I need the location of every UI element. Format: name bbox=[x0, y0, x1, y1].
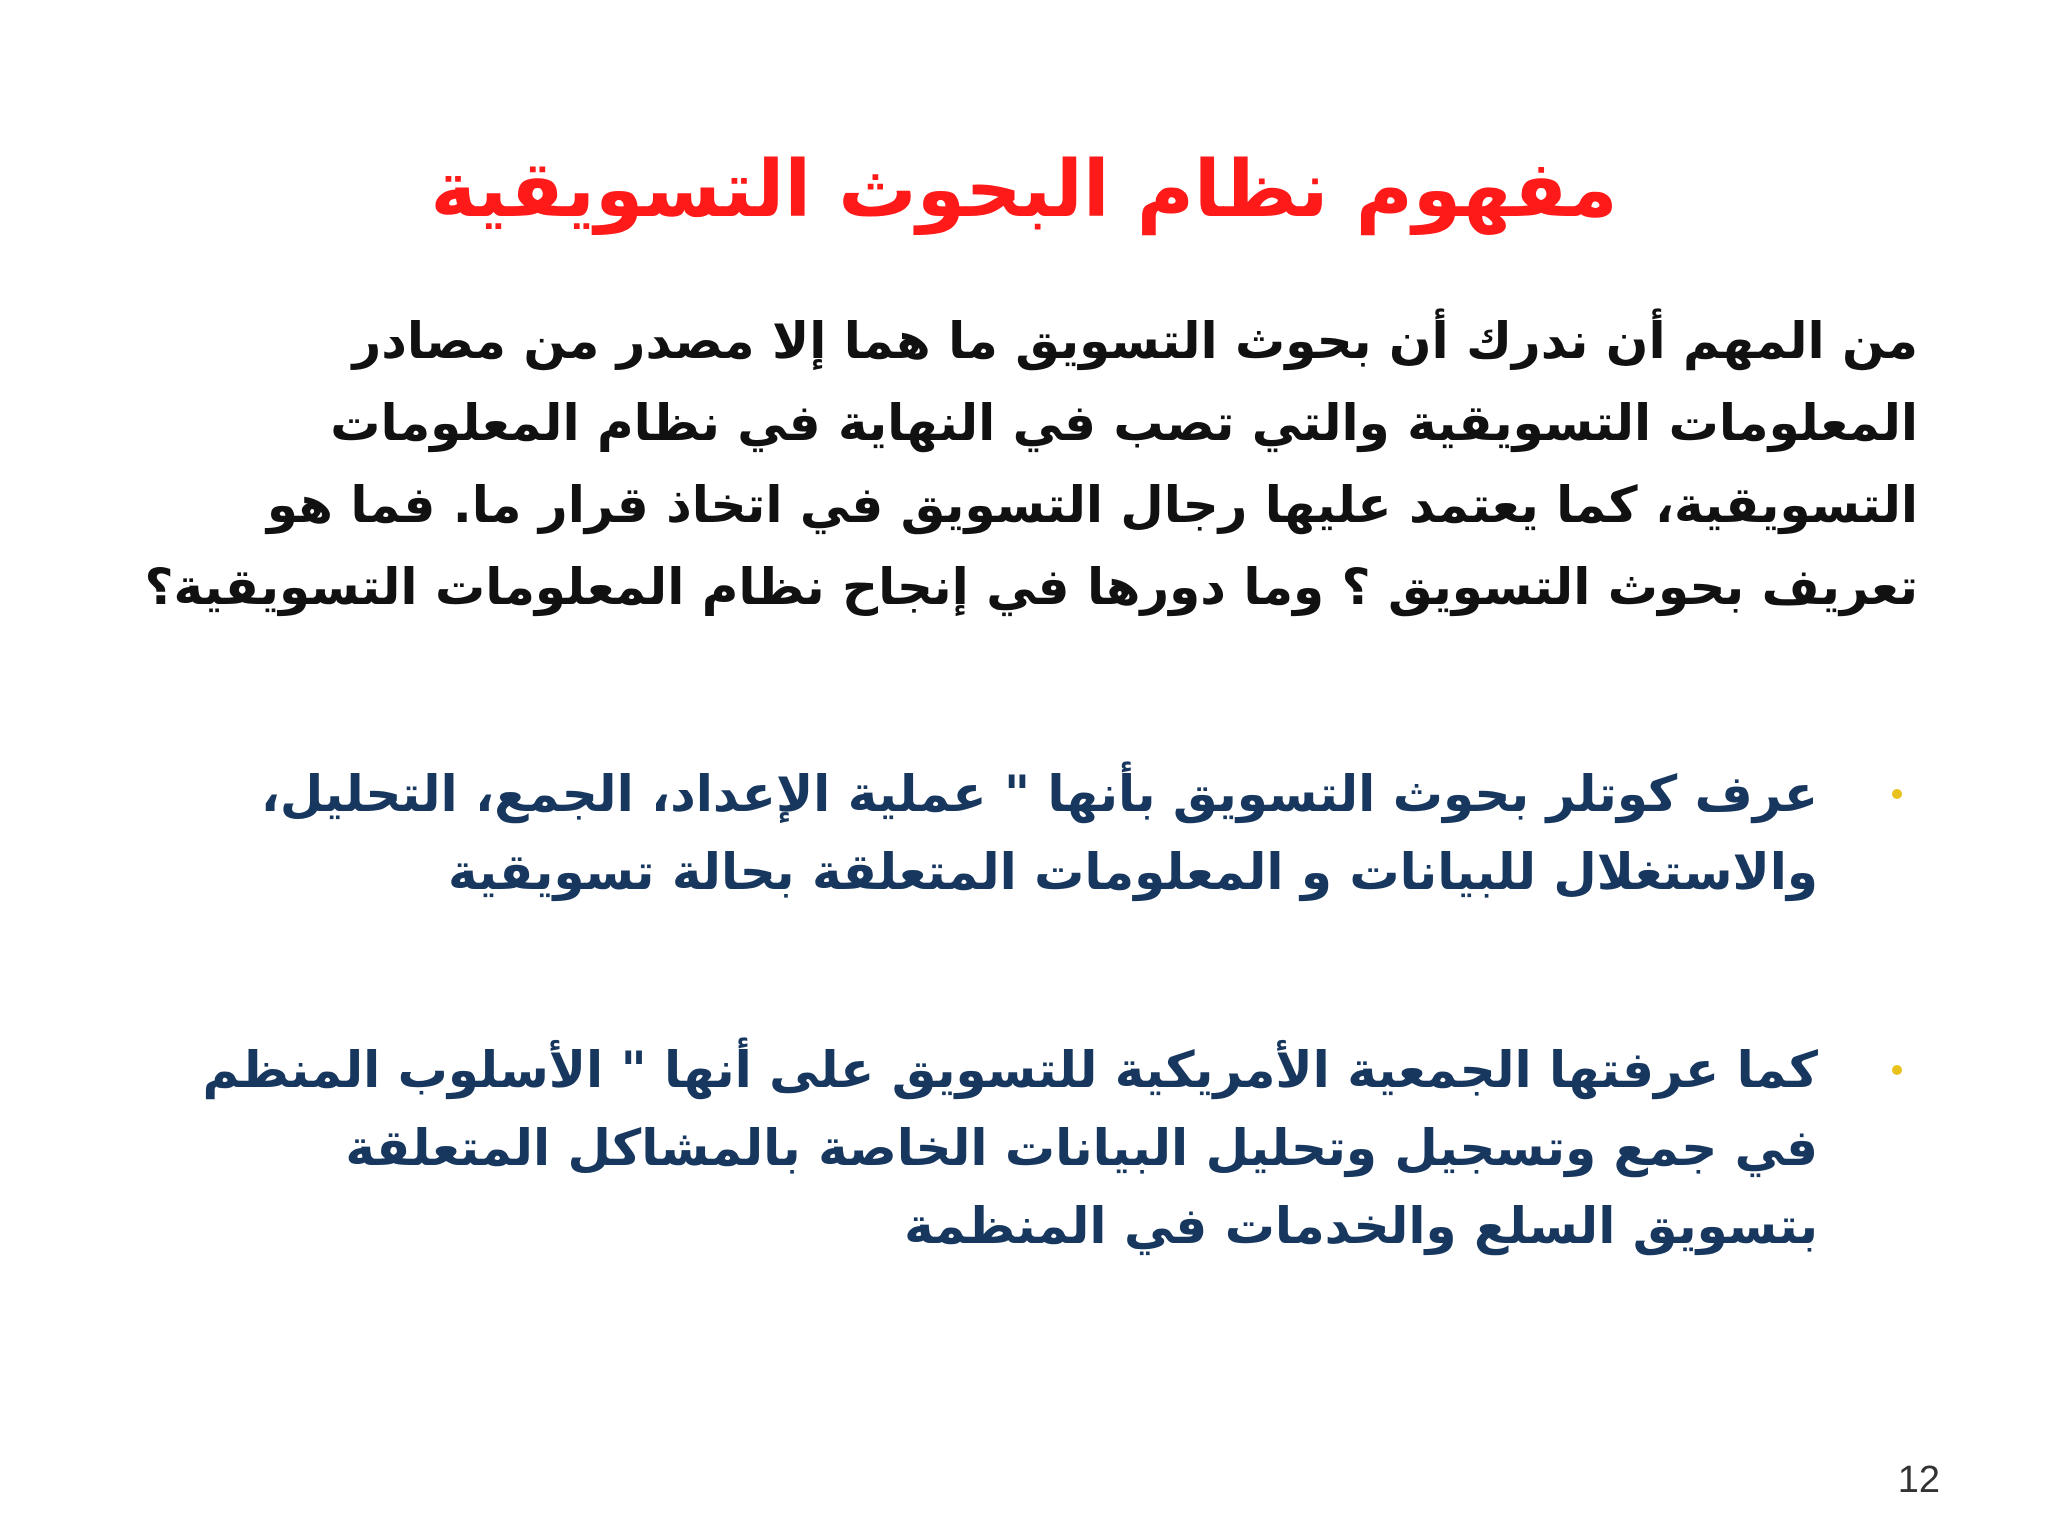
page-number: 12 bbox=[1897, 1459, 1940, 1501]
bullet-marker-icon bbox=[1892, 1065, 1902, 1075]
bullet-text: عرف كوتلر بحوث التسويق بأنها " عملية الإعداد، الجمع، التحليل، والاستغلال للبيانات و المعلومات المتعلقة بحالة تسويقية bbox=[260, 765, 1818, 901]
intro-paragraph: من المهم أن ندرك أن بحوث التسويق ما هما إلا مصدر من مصادر المعلومات التسويقية والتي تصب في النهاية في نظام المعلومات التسويقية، كما يعتمد عليها رجال التسويق في اتخاذ قرار ما. فما هو تعريف بحوث التسويق ؟ وما دورها في إنجاح نظام المعلومات التسويقية؟ bbox=[144, 312, 1918, 616]
list-item bbox=[158, 1031, 1938, 1265]
bullet-text: كما عرفتها الجمعية الأمريكية للتسويق على أنها " الأسلوب المنظم في جمع وتسجيل وتحليل البيانات الخاصة بالمشاكل المتعلقة بتسويق السلع والخدمات في المنظمة bbox=[202, 1041, 1818, 1255]
list-item bbox=[158, 755, 1938, 911]
bullet-marker-icon bbox=[1892, 789, 1902, 799]
definition-list bbox=[158, 755, 1938, 1265]
slide-title: مفهوم نظام البحوث التسويقية bbox=[430, 145, 1618, 235]
